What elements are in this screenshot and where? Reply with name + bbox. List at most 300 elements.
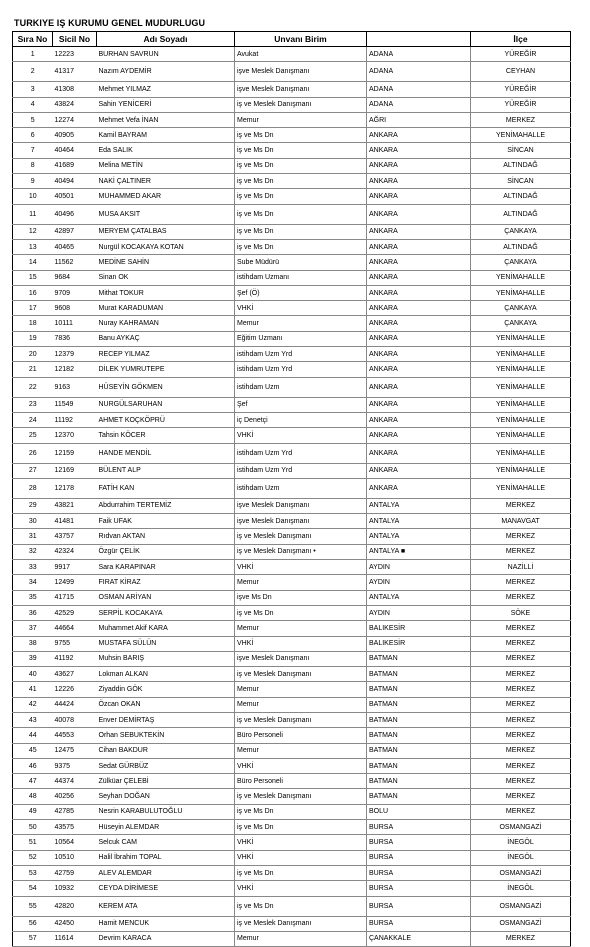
row-sira-no: 18 <box>13 316 53 331</box>
row-sira-no: 4 <box>13 97 53 112</box>
row-unvani: işve Meslek Danışmanı <box>235 651 367 666</box>
row-sicil-no: 42529 <box>53 605 97 620</box>
row-ilce: MERKEZ <box>471 712 571 727</box>
row-unvani: istihdam Uzm Yrd <box>235 443 367 463</box>
row-adi-soyadi: Nazım AYDEMİR <box>97 62 235 82</box>
row-sicil-no: 9917 <box>53 560 97 575</box>
row-sicil-no: 12475 <box>53 743 97 758</box>
row-il: ADANA <box>367 62 471 82</box>
row-sira-no: 50 <box>13 820 53 835</box>
row-sicil-no: 43575 <box>53 820 97 835</box>
row-ilce: YENİMAHALLE <box>471 270 571 285</box>
row-ilce: YENİMAHALLE <box>471 377 571 397</box>
row-adi-soyadi: SERPİL KOCAKAYA <box>97 605 235 620</box>
table-body <box>13 47 571 947</box>
row-ilce: SİNCAN <box>471 174 571 189</box>
row-ilce: MERKEZ <box>471 697 571 712</box>
row-il: ANKARA <box>367 478 471 498</box>
row-sicil-no: 41317 <box>53 62 97 82</box>
table-row <box>13 621 571 636</box>
row-il: ANKARA <box>367 316 471 331</box>
row-adi-soyadi: AHMET KOÇKÖPRÜ <box>97 412 235 427</box>
row-ilce: MERKEZ <box>471 544 571 559</box>
row-sicil-no: 12178 <box>53 478 97 498</box>
table-row <box>13 560 571 575</box>
row-sira-no: 55 <box>13 896 53 916</box>
row-unvani: VHKİ <box>235 636 367 651</box>
row-sicil-no: 12274 <box>53 112 97 127</box>
header-ilce: İlçe <box>471 32 571 47</box>
row-unvani: Memur <box>235 316 367 331</box>
row-sicil-no: 12370 <box>53 428 97 443</box>
row-adi-soyadi: KEREM ATA <box>97 896 235 916</box>
row-sicil-no: 9608 <box>53 301 97 316</box>
row-unvani: Şef <box>235 397 367 412</box>
row-unvani: iş ve Meslek Danışmanı <box>235 916 367 931</box>
row-ilce: YÜREĞİR <box>471 82 571 97</box>
table-row <box>13 443 571 463</box>
table-row <box>13 397 571 412</box>
row-il: BATMAN <box>367 697 471 712</box>
row-adi-soyadi: Mithat TOKUR <box>97 285 235 300</box>
row-adi-soyadi: Enver DEMİRTAŞ <box>97 712 235 727</box>
row-ilce: SÖKE <box>471 605 571 620</box>
table-row <box>13 651 571 666</box>
row-unvani: işve Meslek Danışmanı <box>235 82 367 97</box>
row-adi-soyadi: MUHAMMED AKAR <box>97 189 235 204</box>
row-il: ANTALYA <box>367 514 471 529</box>
row-adi-soyadi: MUSA AKSIT <box>97 204 235 224</box>
row-ilce: MERKEZ <box>471 804 571 819</box>
row-sira-no: 17 <box>13 301 53 316</box>
row-adi-soyadi: Tahsin KÖCER <box>97 428 235 443</box>
row-sira-no: 38 <box>13 636 53 651</box>
row-sicil-no: 12182 <box>53 362 97 377</box>
row-ilce: YENİMAHALLE <box>471 428 571 443</box>
table-row <box>13 362 571 377</box>
table-row <box>13 697 571 712</box>
row-sira-no: 23 <box>13 397 53 412</box>
row-sicil-no: 10111 <box>53 316 97 331</box>
row-ilce: MERKEZ <box>471 575 571 590</box>
row-sicil-no: 12499 <box>53 575 97 590</box>
table-row <box>13 789 571 804</box>
row-unvani: iş ve Ms Dn <box>235 896 367 916</box>
row-ilce: MERKEZ <box>471 636 571 651</box>
row-ilce: MERKEZ <box>471 651 571 666</box>
row-il: BATMAN <box>367 667 471 682</box>
row-unvani: Büro Personeli <box>235 728 367 743</box>
row-adi-soyadi: FIRAT KİRAZ <box>97 575 235 590</box>
row-ilce: OSMANGAZİ <box>471 820 571 835</box>
row-ilce: ALTINDAĞ <box>471 204 571 224</box>
row-il: BALIKESİR <box>367 621 471 636</box>
row-il: BATMAN <box>367 758 471 773</box>
row-il: ADANA <box>367 47 471 62</box>
table-row <box>13 544 571 559</box>
table-row <box>13 428 571 443</box>
row-adi-soyadi: Muhsin BARIŞ <box>97 651 235 666</box>
row-sicil-no: 44553 <box>53 728 97 743</box>
row-unvani: iş ve Meslek Danışmanı • <box>235 544 367 559</box>
row-adi-soyadi: Faik UFAK <box>97 514 235 529</box>
row-il: ANKARA <box>367 362 471 377</box>
table-row <box>13 128 571 143</box>
row-ilce: MERKEZ <box>471 728 571 743</box>
row-adi-soyadi: Zülküar ÇELEBİ <box>97 774 235 789</box>
row-il: ADANA <box>367 82 471 97</box>
row-sicil-no: 7836 <box>53 331 97 346</box>
row-il: BURSA <box>367 820 471 835</box>
row-sicil-no: 12223 <box>53 47 97 62</box>
row-sira-no: 41 <box>13 682 53 697</box>
row-ilce: İNEGÖL <box>471 835 571 850</box>
row-sira-no: 53 <box>13 865 53 880</box>
row-unvani: Memur <box>235 621 367 636</box>
row-unvani: iş ve Meslek Danışmanı <box>235 667 367 682</box>
table-row <box>13 347 571 362</box>
row-sira-no: 15 <box>13 270 53 285</box>
row-il: ANKARA <box>367 174 471 189</box>
row-ilce: YÜREĞİR <box>471 47 571 62</box>
row-sicil-no: 11549 <box>53 397 97 412</box>
row-il: ANKARA <box>367 301 471 316</box>
row-adi-soyadi: NURGÜLSARUHAN <box>97 397 235 412</box>
row-adi-soyadi: BÜLENT ALP <box>97 463 235 478</box>
row-unvani: iş ve Meslek Danışmanı <box>235 789 367 804</box>
row-unvani: VHKİ <box>235 560 367 575</box>
row-sira-no: 44 <box>13 728 53 743</box>
row-adi-soyadi: Halil İbrahim TOPAL <box>97 850 235 865</box>
row-adi-soyadi: Özgür ÇELİK <box>97 544 235 559</box>
row-unvani: Memur <box>235 931 367 946</box>
row-sira-no: 29 <box>13 498 53 513</box>
row-il: AYDIN <box>367 575 471 590</box>
table-row <box>13 97 571 112</box>
row-sira-no: 52 <box>13 850 53 865</box>
document-title: TURKIYE IŞ KURUMU GENEL MUDURLUGU <box>14 18 206 28</box>
table-row <box>13 575 571 590</box>
row-sicil-no: 40078 <box>53 712 97 727</box>
row-sicil-no: 43627 <box>53 667 97 682</box>
row-adi-soyadi: RECEP YILMAZ <box>97 347 235 362</box>
table-row <box>13 896 571 916</box>
row-unvani: iş ve Ms Dn <box>235 128 367 143</box>
row-sira-no: 25 <box>13 428 53 443</box>
row-il: BATMAN <box>367 728 471 743</box>
row-sicil-no: 41192 <box>53 651 97 666</box>
row-sira-no: 10 <box>13 189 53 204</box>
row-ilce: YENİMAHALLE <box>471 478 571 498</box>
row-ilce: MERKEZ <box>471 774 571 789</box>
row-unvani: iş ve Ms Dn <box>235 804 367 819</box>
table-row <box>13 301 571 316</box>
table-row <box>13 239 571 254</box>
row-sira-no: 24 <box>13 412 53 427</box>
table-row <box>13 514 571 529</box>
row-unvani: Sube Müdürü <box>235 255 367 270</box>
row-sicil-no: 42785 <box>53 804 97 819</box>
row-il: BATMAN <box>367 651 471 666</box>
row-sira-no: 57 <box>13 931 53 946</box>
row-sira-no: 36 <box>13 605 53 620</box>
row-il: BALIKESİR <box>367 636 471 651</box>
row-il: ANKARA <box>367 189 471 204</box>
row-il: ANKARA <box>367 443 471 463</box>
table-row <box>13 931 571 946</box>
row-adi-soyadi: Hamit MENCUK <box>97 916 235 931</box>
row-sicil-no: 12379 <box>53 347 97 362</box>
row-unvani: iş ve Ms Dn <box>235 158 367 173</box>
row-adi-soyadi: Rıdvan AKTAN <box>97 529 235 544</box>
row-ilce: MANAVGAT <box>471 514 571 529</box>
row-ilce: ALTINDAĞ <box>471 158 571 173</box>
row-unvani: iş ve Ms Dn <box>235 189 367 204</box>
row-adi-soyadi: NAKİ ÇALTINER <box>97 174 235 189</box>
row-ilce: YÜREĞİR <box>471 97 571 112</box>
row-sira-no: 28 <box>13 478 53 498</box>
row-adi-soyadi: Lokman ALKAN <box>97 667 235 682</box>
table-row <box>13 682 571 697</box>
row-adi-soyadi: Murat KARADUMAN <box>97 301 235 316</box>
row-adi-soyadi: Seyhan DOĞAN <box>97 789 235 804</box>
table-row <box>13 636 571 651</box>
row-ilce: MERKEZ <box>471 667 571 682</box>
row-unvani: işve Meslek Danışmanı <box>235 514 367 529</box>
table-row <box>13 285 571 300</box>
row-adi-soyadi: Nuray KAHRAMAN <box>97 316 235 331</box>
row-adi-soyadi: Nurgül KOCAKAYA KOTAN <box>97 239 235 254</box>
row-il: BATMAN <box>367 774 471 789</box>
row-il: BATMAN <box>367 743 471 758</box>
row-il: ANKARA <box>367 463 471 478</box>
row-sicil-no: 43821 <box>53 498 97 513</box>
header-row <box>13 32 571 47</box>
row-sira-no: 30 <box>13 514 53 529</box>
row-sicil-no: 42820 <box>53 896 97 916</box>
row-il: ANTALYA ■ <box>367 544 471 559</box>
table-row <box>13 62 571 82</box>
row-il: ANKARA <box>367 224 471 239</box>
row-il: BURSA <box>367 896 471 916</box>
row-adi-soyadi: Sahin YENİCERİ <box>97 97 235 112</box>
header-il <box>367 32 471 47</box>
table-row <box>13 270 571 285</box>
row-ilce: OSMANGAZİ <box>471 916 571 931</box>
row-il: BURSA <box>367 835 471 850</box>
table-row <box>13 478 571 498</box>
row-unvani: VHKİ <box>235 850 367 865</box>
row-adi-soyadi: Özcan OKAN <box>97 697 235 712</box>
row-sira-no: 21 <box>13 362 53 377</box>
row-unvani: işve Ms Dn <box>235 590 367 605</box>
row-sira-no: 32 <box>13 544 53 559</box>
row-adi-soyadi: Kamil BAYRAM <box>97 128 235 143</box>
row-il: ANKARA <box>367 143 471 158</box>
table-row <box>13 316 571 331</box>
row-sira-no: 40 <box>13 667 53 682</box>
row-il: ANKARA <box>367 204 471 224</box>
row-il: BATMAN <box>367 682 471 697</box>
row-sicil-no: 10564 <box>53 835 97 850</box>
row-sicil-no: 40905 <box>53 128 97 143</box>
table-row <box>13 865 571 880</box>
row-adi-soyadi: Cihan BAKDUR <box>97 743 235 758</box>
row-ilce: ALTINDAĞ <box>471 239 571 254</box>
table-row <box>13 143 571 158</box>
table-row <box>13 158 571 173</box>
row-il: AĞRI <box>367 112 471 127</box>
row-adi-soyadi: Banu AYKAÇ <box>97 331 235 346</box>
table-row <box>13 224 571 239</box>
row-ilce: SİNCAN <box>471 143 571 158</box>
row-sira-no: 42 <box>13 697 53 712</box>
row-ilce: CEYHAN <box>471 62 571 82</box>
row-sicil-no: 9163 <box>53 377 97 397</box>
row-adi-soyadi: Ziyaddin GÖK <box>97 682 235 697</box>
row-ilce: YENİMAHALLE <box>471 443 571 463</box>
row-sicil-no: 43757 <box>53 529 97 544</box>
row-ilce: ALTINDAĞ <box>471 189 571 204</box>
row-unvani: Büro Personeli <box>235 774 367 789</box>
row-adi-soyadi: DİLEK YUMRUTEPE <box>97 362 235 377</box>
row-adi-soyadi: Sara KARAPINAR <box>97 560 235 575</box>
row-sira-no: 14 <box>13 255 53 270</box>
row-il: BURSA <box>367 865 471 880</box>
table-row <box>13 412 571 427</box>
row-sira-no: 2 <box>13 62 53 82</box>
table-row <box>13 804 571 819</box>
row-adi-soyadi: Selcuk CAM <box>97 835 235 850</box>
row-adi-soyadi: MUSTAFA SÜLÜN <box>97 636 235 651</box>
row-unvani: Memur <box>235 743 367 758</box>
row-sira-no: 20 <box>13 347 53 362</box>
header-sicil-no: Sicil No <box>53 32 97 47</box>
row-unvani: iş ve Ms Dn <box>235 224 367 239</box>
row-ilce: YENİMAHALLE <box>471 285 571 300</box>
row-unvani: istihdam Uzm Yrd <box>235 347 367 362</box>
row-il: ANKARA <box>367 397 471 412</box>
row-adi-soyadi: BURHAN SAVRUN <box>97 47 235 62</box>
row-ilce: YENİMAHALLE <box>471 128 571 143</box>
row-il: AYDIN <box>367 605 471 620</box>
row-sicil-no: 40501 <box>53 189 97 204</box>
table-row <box>13 112 571 127</box>
row-ilce: MERKEZ <box>471 621 571 636</box>
row-adi-soyadi: Orhan SEBUKTEKİN <box>97 728 235 743</box>
row-il: BURSA <box>367 916 471 931</box>
row-unvani: işve Meslek Danışmanı <box>235 498 367 513</box>
row-sira-no: 39 <box>13 651 53 666</box>
row-sira-no: 1 <box>13 47 53 62</box>
row-il: BOLU <box>367 804 471 819</box>
row-unvani: Memur <box>235 697 367 712</box>
row-ilce: YENİMAHALLE <box>471 397 571 412</box>
row-sicil-no: 44664 <box>53 621 97 636</box>
table-row <box>13 174 571 189</box>
table-row <box>13 47 571 62</box>
table-row <box>13 712 571 727</box>
row-unvani: iş ve Ms Dn <box>235 204 367 224</box>
header-sira-no: Sıra No <box>13 32 53 47</box>
row-sicil-no: 42759 <box>53 865 97 880</box>
row-ilce: İNEGÖL <box>471 881 571 896</box>
row-unvani: Eğitim Uzmanı <box>235 331 367 346</box>
row-sira-no: 5 <box>13 112 53 127</box>
row-adi-soyadi: Melina METİN <box>97 158 235 173</box>
row-il: ANKARA <box>367 412 471 427</box>
table-row <box>13 463 571 478</box>
row-il: ANTALYA <box>367 498 471 513</box>
row-unvani: istihdam Uzm <box>235 478 367 498</box>
row-sicil-no: 40256 <box>53 789 97 804</box>
row-ilce: NAZİLLİ <box>471 560 571 575</box>
row-sicil-no: 12159 <box>53 443 97 463</box>
row-il: ANTALYA <box>367 590 471 605</box>
row-unvani: VHKİ <box>235 835 367 850</box>
row-il: BATMAN <box>367 789 471 804</box>
row-ilce: MERKEZ <box>471 590 571 605</box>
row-ilce: MERKEZ <box>471 758 571 773</box>
table-row <box>13 331 571 346</box>
row-sicil-no: 9684 <box>53 270 97 285</box>
row-unvani: iş ve Ms Dn <box>235 239 367 254</box>
table-row <box>13 743 571 758</box>
row-ilce: İNEGÖL <box>471 850 571 865</box>
row-unvani: VHKİ <box>235 881 367 896</box>
row-il: ANTALYA <box>367 529 471 544</box>
row-unvani: istihdam Uzm Yrd <box>235 463 367 478</box>
row-adi-soyadi: Nesrin KARABULUTOĞLU <box>97 804 235 819</box>
row-sicil-no: 12169 <box>53 463 97 478</box>
row-sira-no: 34 <box>13 575 53 590</box>
row-sicil-no: 10510 <box>53 850 97 865</box>
row-ilce: YENİMAHALLE <box>471 347 571 362</box>
row-ilce: MERKEZ <box>471 743 571 758</box>
row-ilce: ÇANKAYA <box>471 255 571 270</box>
table-row <box>13 820 571 835</box>
row-adi-soyadi: Mehmet Vefa İNAN <box>97 112 235 127</box>
row-unvani: Memur <box>235 682 367 697</box>
personnel-table <box>12 31 571 947</box>
row-unvani: iş ve Ms Dn <box>235 605 367 620</box>
table-row <box>13 590 571 605</box>
row-sira-no: 19 <box>13 331 53 346</box>
row-adi-soyadi: MERYEM ÇATALBAS <box>97 224 235 239</box>
row-unvani: iş ve Meslek Danışmanı <box>235 712 367 727</box>
row-sicil-no: 11614 <box>53 931 97 946</box>
row-ilce: MERKEZ <box>471 112 571 127</box>
row-unvani: VHKİ <box>235 758 367 773</box>
row-unvani: istihdam Uzmanı <box>235 270 367 285</box>
row-sira-no: 33 <box>13 560 53 575</box>
row-il: AYDIN <box>367 560 471 575</box>
row-unvani: işve Meslek Danışmanı <box>235 62 367 82</box>
row-sira-no: 47 <box>13 774 53 789</box>
table-row <box>13 605 571 620</box>
row-sira-no: 56 <box>13 916 53 931</box>
row-il: ÇANAKKALE <box>367 931 471 946</box>
row-sicil-no: 9375 <box>53 758 97 773</box>
row-il: ANKARA <box>367 128 471 143</box>
row-ilce: YENİMAHALLE <box>471 463 571 478</box>
row-ilce: ÇANKAYA <box>471 316 571 331</box>
row-ilce: MERKEZ <box>471 498 571 513</box>
row-sira-no: 27 <box>13 463 53 478</box>
row-sira-no: 16 <box>13 285 53 300</box>
table-row <box>13 728 571 743</box>
row-ilce: YENİMAHALLE <box>471 412 571 427</box>
